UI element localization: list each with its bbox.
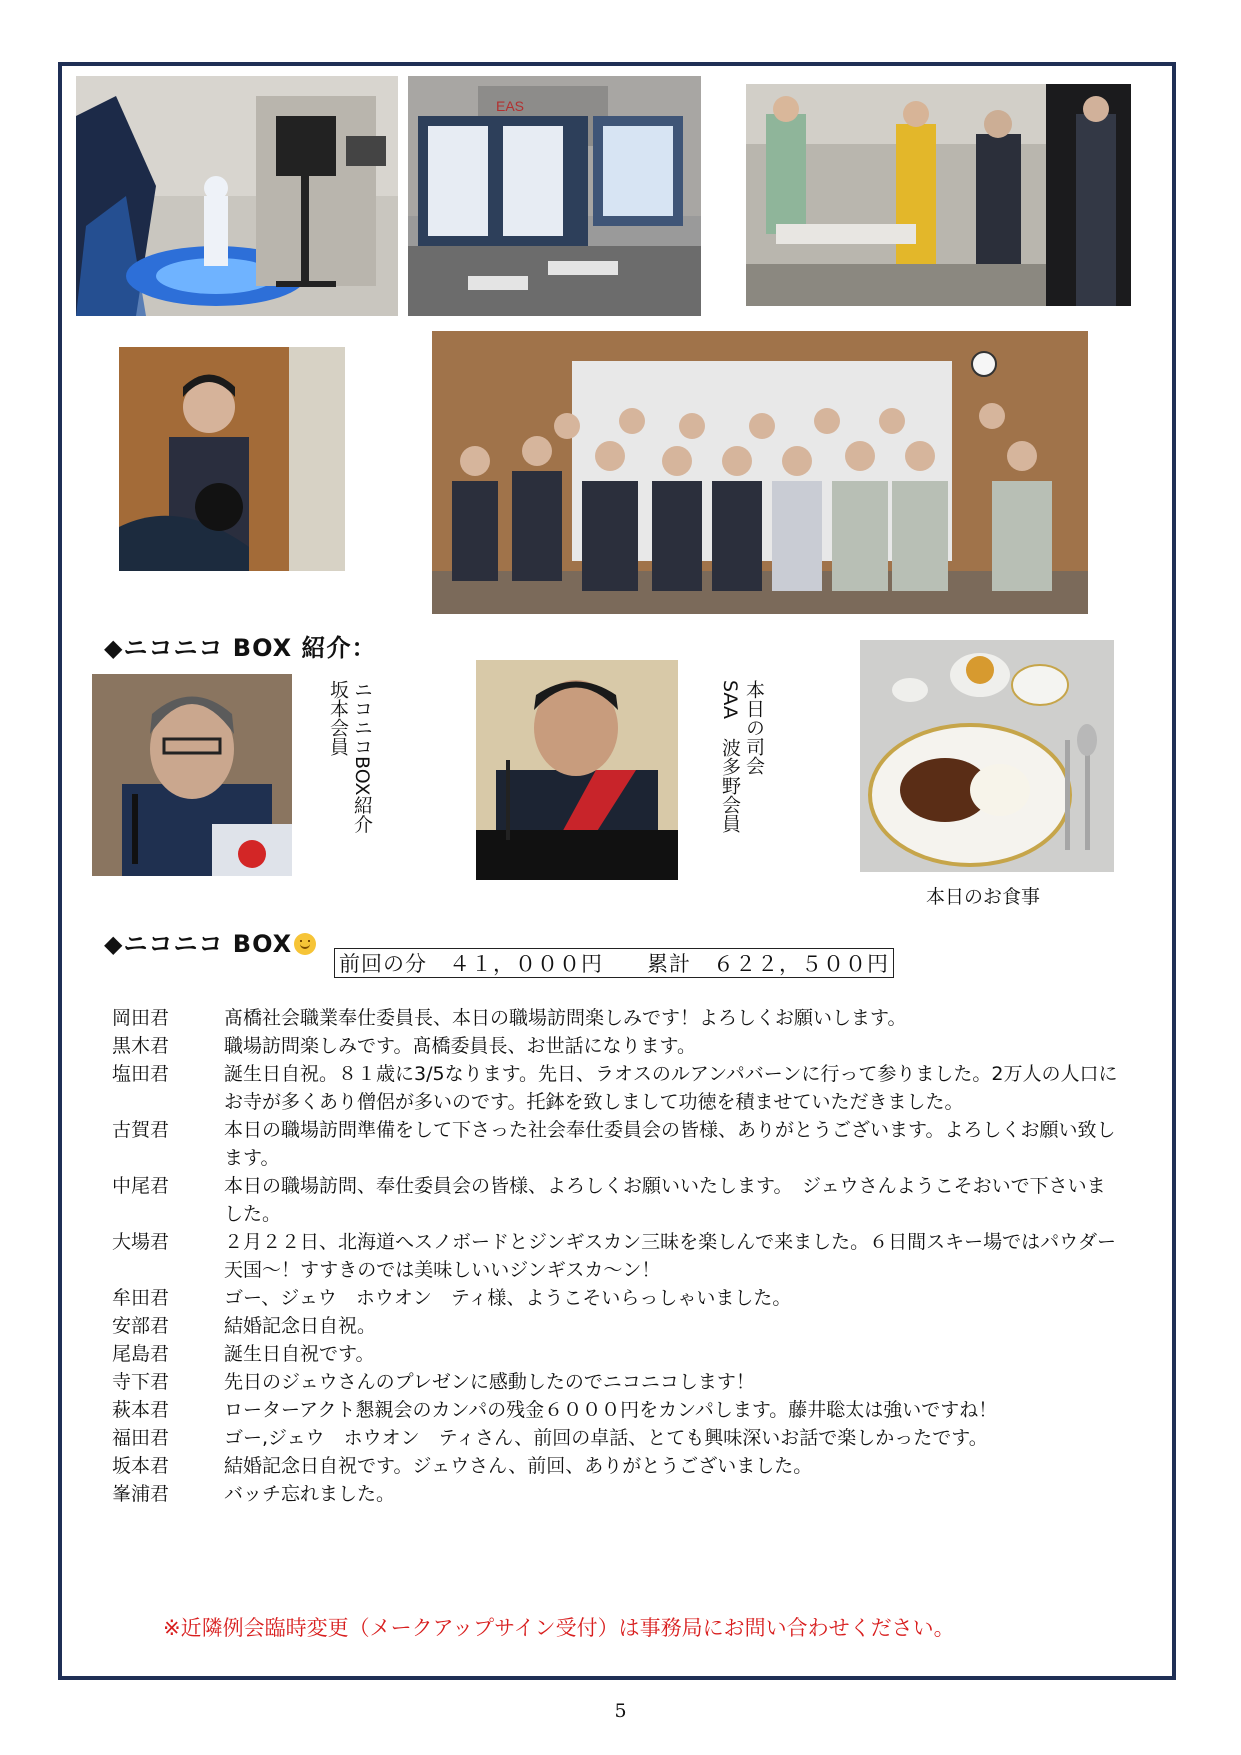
member-message: 誕生日自祝。８１歳に3/5なります。先日、ラオスのルアンパバーンに行って参りました。2万人の人口にお寺が多くあり僧侶が多いのです。托鉢を致しまして功徳を積ませていただきました。 — [224, 1063, 1118, 1113]
member-name: 福田君 — [112, 1427, 170, 1449]
member-message: ローターアクト懇親会のカンパの残金６０００円をカンパします。藤井聡太は強いですね！ — [224, 1399, 998, 1421]
list-item — [112, 1004, 1132, 1032]
list-item — [112, 1060, 1132, 1116]
member-message: 結婚記念日自祝です。ジェウさん、前回、ありがとうございました。 — [224, 1455, 813, 1477]
photo-host — [476, 660, 678, 880]
smile-icon — [294, 933, 316, 955]
member-name: 坂本君 — [112, 1455, 170, 1477]
member-name: 岡田君 — [112, 1007, 170, 1029]
photo-lab-display — [408, 76, 701, 316]
member-message: 先日のジェウさんのプレゼンに感動したのでニコニコします！ — [224, 1371, 755, 1393]
photo-sign-text: EAS — [496, 98, 525, 114]
nikoniko-heading — [104, 924, 316, 959]
list-item — [112, 1312, 1132, 1340]
page-number: 5 — [614, 1700, 627, 1722]
photo-factory-visit — [746, 84, 1131, 306]
makeup-notice: ※近隣例会臨時変更（メークアップサイン受付）は事務局にお問い合わせください。 — [163, 1616, 955, 1640]
host-name: SAA 波多野会員 — [719, 680, 741, 833]
photo-speaker — [119, 347, 345, 571]
photo-3d-scanner — [76, 76, 398, 316]
member-message: バッチ忘れました。 — [224, 1483, 396, 1505]
photo-group — [432, 331, 1088, 614]
member-name: 中尾君 — [112, 1175, 170, 1197]
sakamoto-role: ニコニコBOX紹介 — [351, 680, 373, 834]
list-item — [112, 1480, 1132, 1508]
photo-meal — [860, 640, 1114, 872]
member-message: 結婚記念日自祝。 — [224, 1315, 377, 1337]
member-message: ２月２２日、北海道へスノボードとジンギスカン三昧を楽しんで来ました。６日間スキー場ではパウダー天国～！すすきのでは美味しいいジンギスカ～ン！ — [224, 1231, 1116, 1281]
nikoniko-summary: 前回の分 ４１，０００円 累計 ６２２，５００円 — [334, 948, 894, 978]
list-item — [112, 1396, 1132, 1424]
photo-sakamoto — [92, 674, 292, 876]
list-item — [112, 1116, 1132, 1172]
member-message: 誕生日自祝です。 — [224, 1343, 375, 1365]
member-name: 黒木君 — [112, 1035, 170, 1057]
list-item — [112, 1228, 1132, 1284]
list-item — [112, 1032, 1132, 1060]
list-item — [112, 1424, 1132, 1452]
member-name: 寺下君 — [112, 1371, 170, 1393]
sakamoto-name: 坂本会員 — [327, 680, 349, 756]
sakamoto-caption — [326, 680, 374, 833]
member-name: 塩田君 — [112, 1063, 170, 1085]
list-item — [112, 1452, 1132, 1480]
host-caption — [718, 680, 766, 833]
member-message: 本日の職場訪問、奉仕委員会の皆様、よろしくお願いいたします。 ジェウさんようこそおいで下さいました。 — [224, 1175, 1106, 1225]
member-message: 職場訪問楽しみです。髙橋委員長、お世話になります。 — [224, 1035, 696, 1057]
member-name: 安部君 — [112, 1315, 170, 1337]
member-name: 大場君 — [112, 1231, 170, 1253]
member-message: ゴー、ジェウ ホウオン ティ様、ようこそいらっしゃいました。 — [224, 1287, 792, 1309]
member-message: 髙橋社会職業奉仕委員長、本日の職場訪問楽しみです！よろしくお願いします。 — [224, 1007, 907, 1029]
member-name: 萩本君 — [112, 1399, 170, 1421]
nikoniko-heading-text: ◆ニコニコ BOX — [104, 930, 293, 958]
member-name: 尾島君 — [112, 1343, 170, 1365]
host-role: 本日の司会 — [743, 680, 765, 775]
member-message: 本日の職場訪問準備をして下さった社会奉仕委員会の皆様、ありがとうございます。よろしくお願い致します。 — [224, 1119, 1116, 1169]
list-item — [112, 1284, 1132, 1312]
list-item — [112, 1172, 1132, 1228]
list-item — [112, 1368, 1132, 1396]
member-message: ゴー,ジェウ ホウオン ティさん、前回の卓話、とても興味深いお話で楽しかったです。 — [224, 1427, 988, 1449]
member-name: 古賀君 — [112, 1119, 170, 1141]
list-item — [112, 1340, 1132, 1368]
nikoniko-intro-heading: ◆ニコニコ BOX 紹介： — [104, 634, 377, 662]
member-name: 峯浦君 — [112, 1483, 170, 1505]
member-name: 牟田君 — [112, 1287, 170, 1309]
meal-caption: 本日のお食事 — [926, 886, 1041, 908]
message-list — [112, 1004, 1132, 1508]
